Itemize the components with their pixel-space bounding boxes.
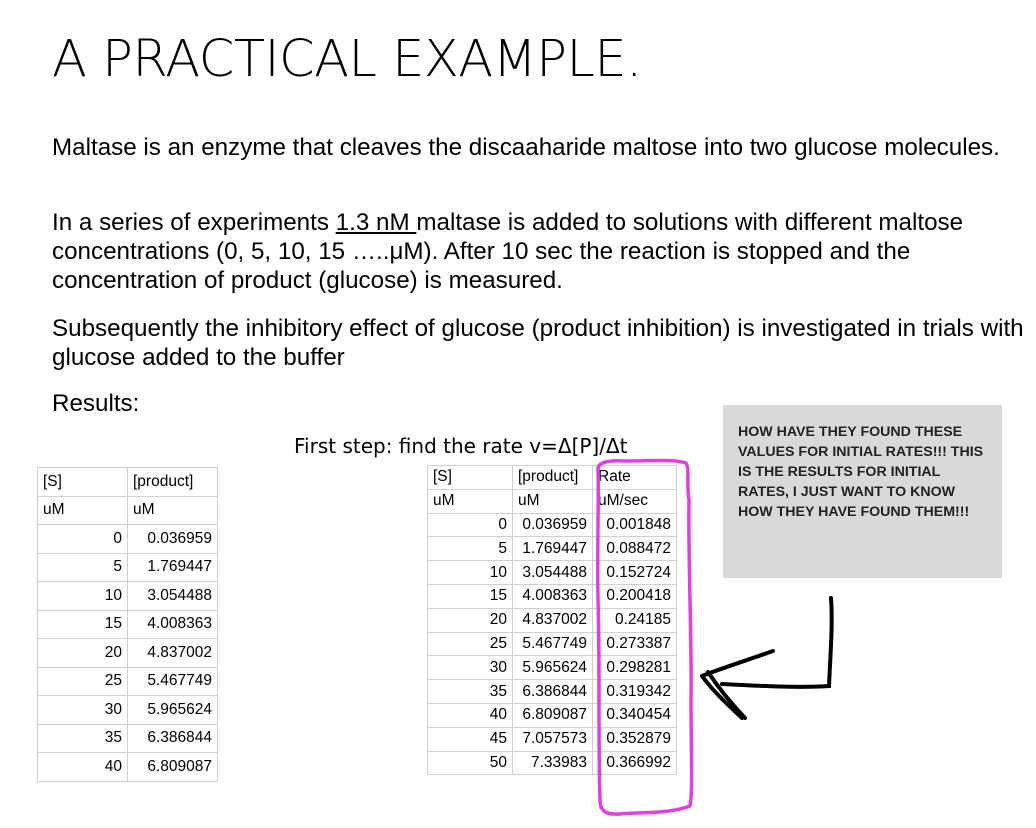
table-row [38, 525, 218, 554]
cell-product: 6.386844 [513, 680, 593, 704]
cell-rate: 0.24185 [593, 608, 677, 632]
cell-substrate: 40 [38, 753, 128, 782]
table-row [38, 667, 218, 696]
cell-substrate: 0 [428, 513, 513, 537]
cell-substrate: 0 [38, 525, 128, 554]
cell-rate: 0.200418 [593, 584, 677, 608]
first-step-caption: First step: find the rate v=Δ[P]/Δt [294, 434, 628, 458]
cell-rate: 0.298281 [593, 656, 677, 680]
cell-substrate: 15 [38, 610, 128, 639]
unit-substrate: uM [428, 489, 513, 513]
cell-product: 1.769447 [128, 553, 218, 582]
unit-substrate: uM [38, 496, 128, 525]
header-product: [product] [513, 466, 593, 490]
results-table-left [37, 467, 218, 782]
cell-product: 6.809087 [128, 753, 218, 782]
cell-substrate: 30 [38, 696, 128, 725]
table-row [428, 608, 677, 632]
table-row [428, 751, 677, 775]
table-row [428, 727, 677, 751]
table-row [428, 632, 677, 656]
arrow-head-upper [702, 651, 773, 718]
paragraph-experiments [52, 208, 1027, 295]
unit-product: uM [513, 489, 593, 513]
experiments-text-end: maltase is added to solutions with different maltose concentrations (0, 5, 10, 15 …..μM). After 10 sec the reaction is stopped and the concentration of product (glucose) is measured. [52, 209, 964, 294]
cell-substrate: 10 [428, 561, 513, 585]
cell-product: 5.965624 [513, 656, 593, 680]
header-rate: Rate [593, 466, 677, 490]
table-row [38, 582, 218, 611]
cell-substrate: 10 [38, 582, 128, 611]
table-row [38, 610, 218, 639]
cell-substrate: 25 [38, 667, 128, 696]
experiments-text-start: In a series of experiments [52, 209, 336, 236]
table-row [428, 537, 677, 561]
cell-product: 1.769447 [513, 537, 593, 561]
table-unit-row [38, 496, 218, 525]
table-row [428, 584, 677, 608]
cell-rate: 0.273387 [593, 632, 677, 656]
cell-product: 3.054488 [128, 582, 218, 611]
paragraph-maltase-intro: Maltase is an enzyme that cleaves the discaaharide maltose into two glucose molecules. [52, 134, 1000, 161]
cell-product: 0.036959 [128, 525, 218, 554]
arrow-return-line [722, 598, 832, 687]
cell-substrate: 40 [428, 703, 513, 727]
results-heading: Results: [52, 390, 140, 417]
cell-product: 5.467749 [128, 667, 218, 696]
paragraph-inhibition: Subsequently the inhibitory effect of glucose (product inhibition) is investigated in trials with glucose added to the buffer [52, 315, 1024, 371]
cell-substrate: 25 [428, 632, 513, 656]
table-row [38, 553, 218, 582]
cell-substrate: 20 [428, 608, 513, 632]
cell-product: 4.837002 [128, 639, 218, 668]
header-product: [product] [128, 468, 218, 497]
question-note: HOW HAVE THEY FOUND THESE VALUES FOR INITIAL RATES!!! THIS IS THE RESULTS FOR INITIAL RATES, I JUST WANT TO KNOW HOW THEY HAVE FOUND THEM!!! [723, 405, 1002, 578]
underlined-concentration: 1.3 nM [335, 209, 417, 236]
header-substrate: [S] [38, 468, 128, 497]
cell-rate: 0.366992 [593, 751, 677, 775]
cell-product: 4.837002 [513, 608, 593, 632]
table-unit-row [428, 489, 677, 513]
table-header-row [38, 468, 218, 497]
table-row [38, 753, 218, 782]
cell-substrate: 50 [428, 751, 513, 775]
cell-rate: 0.088472 [593, 537, 677, 561]
cell-substrate: 5 [428, 537, 513, 561]
cell-product: 7.33983 [513, 751, 593, 775]
cell-product: 6.809087 [513, 703, 593, 727]
table-header-row [428, 466, 677, 490]
cell-rate: 0.001848 [593, 513, 677, 537]
cell-rate: 0.319342 [593, 680, 677, 704]
rate-table [427, 465, 677, 775]
cell-product: 5.467749 [513, 632, 593, 656]
table-row [38, 724, 218, 753]
slide-title: A PRACTICAL EXAMPLE. [52, 30, 642, 89]
table-row [428, 561, 677, 585]
cell-substrate: 35 [38, 724, 128, 753]
cell-substrate: 5 [38, 553, 128, 582]
cell-product: 3.054488 [513, 561, 593, 585]
table-row [428, 703, 677, 727]
cell-product: 0.036959 [513, 513, 593, 537]
table-row [428, 513, 677, 537]
cell-rate: 0.340454 [593, 703, 677, 727]
cell-substrate: 30 [428, 656, 513, 680]
table-row [38, 696, 218, 725]
cell-substrate: 45 [428, 727, 513, 751]
header-substrate: [S] [428, 466, 513, 490]
arrow-head-lower [708, 672, 745, 718]
table-row [38, 639, 218, 668]
cell-product: 5.965624 [128, 696, 218, 725]
cell-substrate: 35 [428, 680, 513, 704]
cell-substrate: 15 [428, 584, 513, 608]
table-row [428, 680, 677, 704]
cell-product: 4.008363 [128, 610, 218, 639]
cell-product: 6.386844 [128, 724, 218, 753]
table-row [428, 656, 677, 680]
cell-product: 7.057573 [513, 727, 593, 751]
unit-rate: uM/sec [593, 489, 677, 513]
unit-product: uM [128, 496, 218, 525]
cell-product: 4.008363 [513, 584, 593, 608]
cell-rate: 0.152724 [593, 561, 677, 585]
cell-rate: 0.352879 [593, 727, 677, 751]
cell-substrate: 20 [38, 639, 128, 668]
